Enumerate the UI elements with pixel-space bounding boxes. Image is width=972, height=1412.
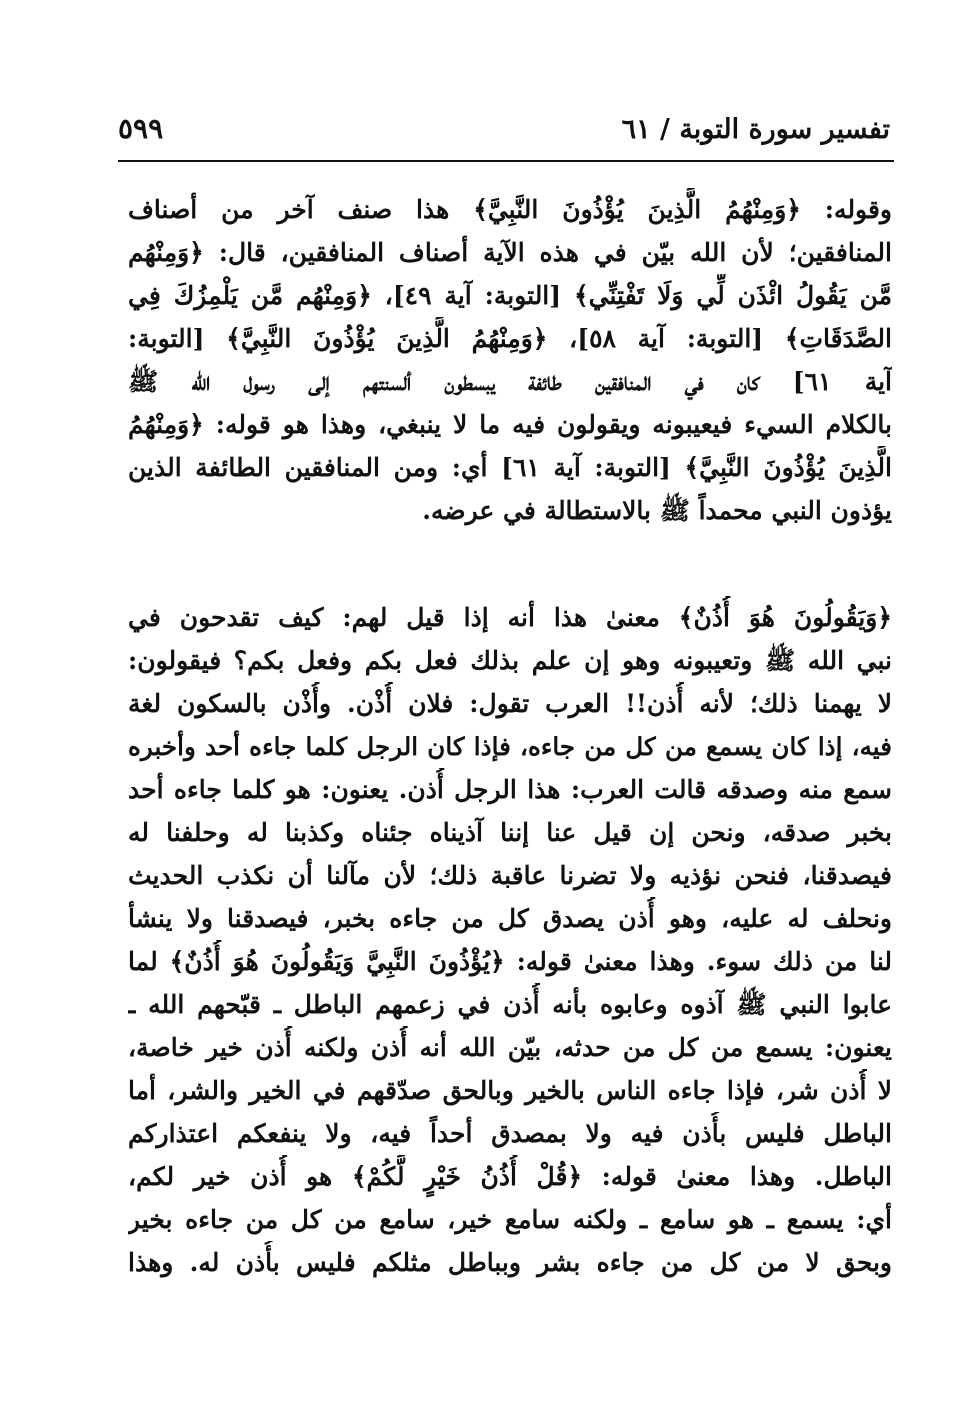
text-line: فيه، إذا كان يسمع من كل من جاءه، فإذا كان الرجل كلما جاءه أحد وأخبره [128,732,892,761]
text-line: فيصدقنا، فنحن نؤذيه ولا تضرنا عاقبة ذلك؛ لأن مآلنا أن نكذب الحديث [128,861,892,890]
text-line: ونحلف له عليه، وهو أُذن يصدق كل من جاءه بخبر، فيصدقنا ولا ينشأ [128,904,892,933]
text-line: ﴿وَيَقُولُونَ هُوَ أُذُنٌ﴾ معنىٰ هذا أنه إذا قيل لهم: كيف تقدحون في [128,603,892,632]
text-line: الَّذِينَ يُؤْذُونَ النَّبِيَّ﴾ [التوبة: آية ٦١] أي: ومن المنافقين الطائفة الذين [128,453,892,482]
text-line: لنا من ذلك سوء. وهذا معنىٰ قوله: ﴿يُؤْذُونَ النَّبِيَّ وَيَقُولُونَ هُوَ أُذُنٌ﴾ لما [128,947,892,976]
text-line: الصَّدَقَاتِ﴾ [التوبة: آية ٥٨]، ﴿وَمِنْهُمُ الَّذِينَ يُؤْذُونَ النَّبِيَّ﴾ [التوبة: [128,324,892,353]
text-line: آية ٦١] كان في المنافقين طائفة يبسطون ألسنتهم إلى رسول الله ﷺ [128,367,892,396]
text-line: وبحق لا من كل من جاءه بشر وبباطل مثلكم فليس بأُذن له. وهذا [128,1248,892,1277]
text-line: لا أُذن شر، فإذا جاءه الناس بالخير وبالحق صدّقهم في الخير والشر، أما [128,1076,892,1105]
text-line: الباطل فليس بأُذن فيه ولا بمصدق أحداً فيه، ولا ينفعكم اعتذاركم [128,1119,892,1148]
text-line: بخبر صدقه، ونحن إن قيل عنا إننا آذيناه جئناه وكذبنا له وحلفنا له [128,818,892,847]
text-line: سمع منه وصدقه قالت العرب: هذا الرجل أُذن. يعنون: هو كلما جاءه أحد [128,775,892,804]
text-line: نبي الله ﷺ وتعيبونه وهو إن علم بذلك فعل بكم وفعل بكم؟ فيقولون: [128,646,892,675]
text-line: لا يهمنا ذلك؛ لأنه أُذن!! العرب تقول: فلان أُذْن. وأُذْن بالسكون لغة [128,689,892,718]
running-title: تفسير سورة التوبة / ٦١ [621,114,890,145]
text-line: يعنون: يسمع من كل من حدثه، بيّن الله أنه أُذن ولكنه أُذن خير خاصة، [128,1033,892,1062]
text-line: يؤذون النبي محمداً ﷺ بالاستطالة في عرضه. [422,496,892,525]
paragraph-2 [128,596,892,1284]
page-header [118,108,894,158]
paragraph-1 [128,188,892,532]
text-line: مَّن يَقُولُ ائْذَن لِّي وَلَا تَفْتِنِّي﴾ [التوبة: آية ٤٩]، ﴿وَمِنْهُم مَّن يَلْمِزُكَ فِي [128,281,892,310]
text-line: أي: يسمع ـ هو سامع ـ ولكنه سامع خير، سامع من كل من جاءه بخير [128,1205,892,1234]
text-line: وقوله: ﴿وَمِنْهُمُ الَّذِينَ يُؤْذُونَ النَّبِيَّ﴾ هذا صنف آخر من أصناف [128,195,892,224]
page-number: ٥٩٩ [118,112,164,145]
text-line: الباطل. وهذا معنىٰ قوله: ﴿قُلْ أُذُنُ خَيْرٍ لَّكُمْ﴾ هو أُذن خير لكم، [128,1162,892,1191]
text-line: بالكلام السيء فيعيبونه ويقولون فيه ما لا ينبغي، وهذا هو قوله: ﴿وَمِنْهُمُ [128,410,892,439]
text-line: عابوا النبي ﷺ آذوه وعابوه بأنه أُذن في زعمهم الباطل ـ قبّحهم الله ـ [128,990,892,1019]
text-line: المنافقين؛ لأن الله بيّن في هذه الآية أصناف المنافقين، قال: ﴿وَمِنْهُم [128,238,892,267]
header-rule [118,160,894,162]
